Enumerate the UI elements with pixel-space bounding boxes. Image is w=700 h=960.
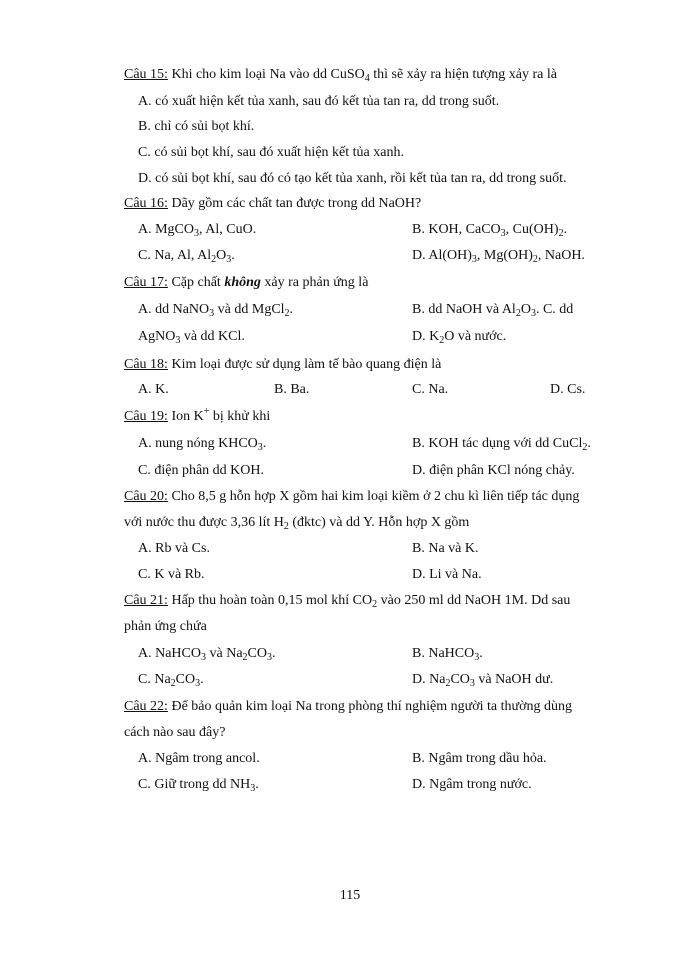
- option-d: D. Cs.: [550, 382, 586, 397]
- option-b: B. KOH, CaCO$_3$, $Cu(OH)_2$.: [412, 222, 568, 239]
- option-d: D. $Na_2CO_3$ và NaOH dư.: [412, 672, 554, 689]
- option-d: D. điện phân KCl nóng chảy.: [412, 463, 575, 478]
- option-b: B. dd NaOH và $Al_2O_3$. C. dd: [412, 302, 574, 319]
- question-17-stem: Câu 17: Cặp chất không xảy ra phản ứng là: [124, 275, 369, 290]
- question-number: Câu 22:: [124, 699, 168, 714]
- emphasis: không: [224, 275, 261, 290]
- option-c: C. Na.: [412, 382, 449, 397]
- question-22-stem-cont: cách nào sau đây?: [124, 725, 226, 740]
- question-19-stem: Câu 19: Ion K+ bị khử khi: [124, 406, 271, 424]
- option-b: B. NaHCO$_3$.: [412, 646, 483, 663]
- question-text: Khi cho kim loại Na vào dd CuSO: [167, 67, 365, 82]
- question-text: Kim loại được sử dụng làm tế bào quang điện là: [167, 357, 442, 372]
- option-a: A. MgCO$_3$, Al, CuO.: [138, 222, 257, 239]
- option-c: C. $Na_2CO_3$.: [138, 672, 204, 689]
- option-d: D. $Al(OH)_3$, $Mg(OH)_2$, NaOH.: [412, 248, 585, 265]
- option-b: B. Ba.: [274, 382, 310, 397]
- option-d: D. có sủi bọt khí, sau đó có tạo kết tủa xanh, rồi kết tủa tan ra, dd trong suốt.: [138, 171, 567, 186]
- question-number: Câu 20:: [124, 489, 168, 504]
- option-a: A. nung nóng $KHCO_3$.: [138, 436, 267, 453]
- option-c: C. có sủi bọt khí, sau đó xuất hiện kết tủa xanh.: [138, 145, 404, 160]
- question-18-stem: [124, 356, 441, 374]
- question-21-stem-cont: phản ứng chứa: [124, 619, 207, 634]
- option-a: A. có xuất hiện kết tủa xanh, sau đó kết tủa tan ra, dd trong suốt.: [138, 94, 500, 109]
- question-number: Câu 16:: [124, 196, 168, 211]
- option-c: C. Giữ trong dd $NH_3$.: [138, 777, 259, 794]
- question-number: Câu 21:: [124, 593, 168, 608]
- option-b: B. Ngâm trong dầu hỏa.: [412, 751, 547, 766]
- option-a: A. Rb và Cs.: [138, 541, 210, 556]
- question-number: Câu 18:: [124, 357, 168, 372]
- superscript: +: [203, 406, 210, 417]
- question-number: Câu 15:: [124, 67, 168, 82]
- subscript: 4: [364, 73, 370, 84]
- question-text: thì sẽ xảy ra hiện tượng xảy ra là: [369, 67, 557, 82]
- question-20-stem-cont: với nước thu được 3,36 lít $H_2$ (đktc) và dd Y. Hỗn hợp X gồm: [124, 515, 470, 532]
- option-d: D. Ngâm trong nước.: [412, 777, 532, 792]
- question-text: Dãy gồm các chất tan được trong dd NaOH?: [167, 196, 422, 211]
- option-a: A. dd NaNO$_3$ và dd MgCl$_2$.: [138, 302, 294, 319]
- option-c: C. K và Rb.: [138, 567, 205, 582]
- option-a: A. K.: [138, 382, 169, 397]
- option-b: B. Na và K.: [412, 541, 479, 556]
- question-number: Câu 19:: [124, 409, 168, 424]
- option-d: D. $K_2O$ và nước.: [412, 329, 507, 346]
- option-b: B. chỉ có sủi bọt khí.: [138, 119, 255, 134]
- question-16-stem: [124, 195, 421, 213]
- question-20-stem: Câu 20: Cho 8,5 g hỗn hợp X gồm hai kim loại kiềm ở 2 chu kì liên tiếp tác dụng: [124, 489, 580, 504]
- page-number: 115: [339, 888, 361, 903]
- option-a: A. NaHCO$_3$ và $Na_2CO_3$.: [138, 646, 276, 663]
- question-22-stem: Câu 22: Để bảo quản kim loại Na trong phòng thí nghiệm người ta thường dùng: [124, 699, 572, 714]
- option-a: A. Ngâm trong ancol.: [138, 751, 260, 766]
- option-d: D. Li và Na.: [412, 567, 482, 582]
- option-c: C. Na, Al, $Al_2O_3$.: [138, 248, 235, 265]
- question-number: Câu 17:: [124, 275, 168, 290]
- option-c: C. điện phân dd KOH.: [138, 463, 264, 478]
- option-b: B. KOH tác dụng với dd CuCl$_2$.: [412, 436, 591, 453]
- question-15-stem: [124, 66, 557, 84]
- question-21-stem: Câu 21: Hấp thu hoàn toàn 0,15 mol khí $CO_2$ vào 250 ml dd NaOH 1M. Dd sau: [124, 593, 571, 610]
- option-c: AgNO$_3$ và dd KCl.: [138, 329, 245, 346]
